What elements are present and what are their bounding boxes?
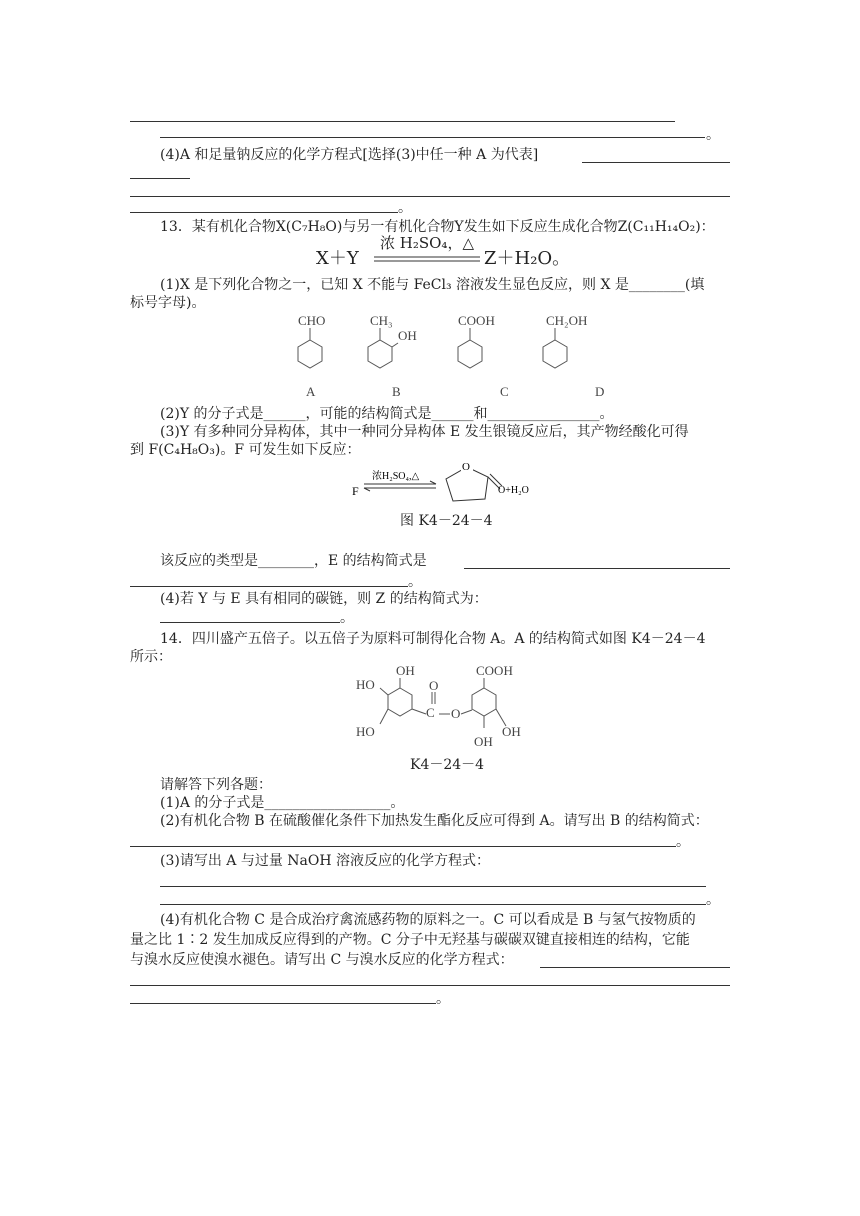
q13-part3-line1: (3)Y 有多种同分异构体，其中一种同分异构体 E 发生银镜反应后，其产物经酸化可得 — [160, 424, 689, 440]
answer-line — [130, 121, 675, 122]
period: 。 — [408, 574, 422, 590]
scheme-ring-o: O — [462, 461, 470, 473]
option-structures — [270, 310, 630, 400]
figure-caption: K4－24－4 — [410, 757, 485, 773]
sub-cooh: COOH — [476, 663, 513, 678]
answer-line — [130, 1003, 436, 1004]
answer-line — [464, 568, 730, 569]
option-d-letter: D — [595, 384, 605, 399]
q13-stem: 13．某有机化合物X(C₇H₈O)与另一有机化合物Y发生如下反应生成化合物Z(C₁₁H₁₄O₂)： — [160, 219, 715, 235]
option-b-sub: CH₃ — [370, 313, 393, 328]
lactone-scheme — [350, 457, 550, 515]
q14-stem-line1: 14．四川盛产五倍子。以五倍子为原料可制得化合物 A。A 的结构简式如图 K4－24－4 — [160, 631, 706, 647]
atom-c: C — [426, 705, 435, 720]
option-a-sub: CHO — [298, 313, 326, 328]
answer-line — [130, 178, 190, 179]
eq-condition: 浓 H₂SO₄，△ — [380, 234, 474, 252]
q13-part1-line1: (1)X 是下列化合物之一，已知 X 不能与 FeCl₃ 溶液发生显色反应，则 X 是________(填 — [160, 277, 705, 293]
option-c-structure — [458, 313, 495, 368]
answer-line — [130, 212, 398, 213]
eq-left: X＋Y — [316, 248, 359, 269]
q13-part1-line2: 标号字母)。 — [130, 295, 206, 311]
answer-line — [130, 196, 730, 197]
answer-line — [160, 137, 705, 138]
answer-line — [582, 162, 730, 163]
period: 。 — [340, 610, 354, 626]
answer-line — [540, 967, 730, 968]
option-b-structure — [368, 313, 417, 368]
sub-ho: HO — [356, 724, 375, 739]
atom-carbonyl-o: O — [429, 678, 439, 693]
option-a-letter: A — [306, 384, 316, 399]
sub-oh: OH — [396, 663, 415, 678]
reaction-equation — [316, 234, 616, 274]
q14-intro: 请解答下列各题： — [160, 777, 272, 793]
sub-ho: HO — [356, 677, 375, 692]
answer-line — [130, 586, 408, 587]
q12-part4: (4)A 和足量钠反应的化学方程式[选择(3)中任一种 A 为代表] — [160, 147, 539, 163]
atom-o: O — [451, 706, 461, 721]
q13-part2: (2)Y 的分子式是______，可能的结构简式是______和________________。 — [160, 406, 614, 422]
period: 。 — [676, 834, 690, 850]
equilibrium-arrow-icon — [372, 254, 482, 264]
option-b-letter: B — [392, 384, 401, 399]
scheme-product: O+H₂O — [498, 485, 529, 496]
period: 。 — [436, 991, 450, 1007]
period: 。 — [398, 200, 412, 216]
option-d-structure — [543, 313, 587, 368]
scheme-f: F — [352, 484, 359, 498]
q14-part4-line2: 量之比 1∶2 发生加成反应得到的产物。C 分子中无羟基与碳碳双键直接相连的结构，它能 — [130, 932, 690, 948]
option-b-sub2: OH — [398, 328, 417, 343]
scheme-condition: 浓H₂SO₄,△ — [372, 471, 420, 482]
option-c-letter: C — [500, 384, 509, 399]
option-d-sub: CH₂OH — [546, 313, 588, 328]
sub-oh: OH — [474, 734, 493, 749]
q14-part4-line3: 与溴水反应使溴水褪色。请写出 C 与溴水反应的化学方程式： — [130, 952, 514, 968]
option-a-structure — [298, 313, 325, 368]
q14-part3: (3)请写出 A 与过量 NaOH 溶液反应的化学方程式： — [160, 853, 491, 869]
q13-part3-line2: 到 F(C₄H₈O₃)。F 可发生如下反应： — [130, 442, 361, 458]
compound-a-structure — [350, 660, 550, 752]
q14-part1: (1)A 的分子式是__________________。 — [160, 795, 405, 811]
answer-line — [160, 904, 706, 905]
period: 。 — [706, 127, 720, 143]
q14-part4-line1: (4)有机化合物 C 是合成治疗禽流感药物的原料之一。C 可以看成是 B 与氢气按物质的 — [160, 912, 696, 928]
q13-part4: (4)若 Y 与 E 具有相同的碳链，则 Z 的结构简式为： — [160, 591, 488, 607]
answer-line — [160, 886, 706, 887]
q14-stem-line2: 所示： — [130, 649, 172, 665]
sub-oh: OH — [502, 724, 521, 739]
q14-part2: (2)有机化合物 B 在硫酸催化条件下加热发生酯化反应可得到 A。请写出 B 的结构简式： — [160, 813, 709, 829]
answer-line — [160, 622, 340, 623]
answer-line — [130, 846, 676, 847]
q13-part3-question: 该反应的类型是________，E 的结构简式是 — [160, 553, 427, 569]
answer-line — [130, 985, 730, 986]
figure-caption: 图 K4－24－4 — [400, 513, 493, 529]
period: 。 — [706, 892, 720, 908]
eq-right: Z＋H₂O。 — [484, 248, 571, 269]
option-c-sub: COOH — [458, 313, 495, 328]
